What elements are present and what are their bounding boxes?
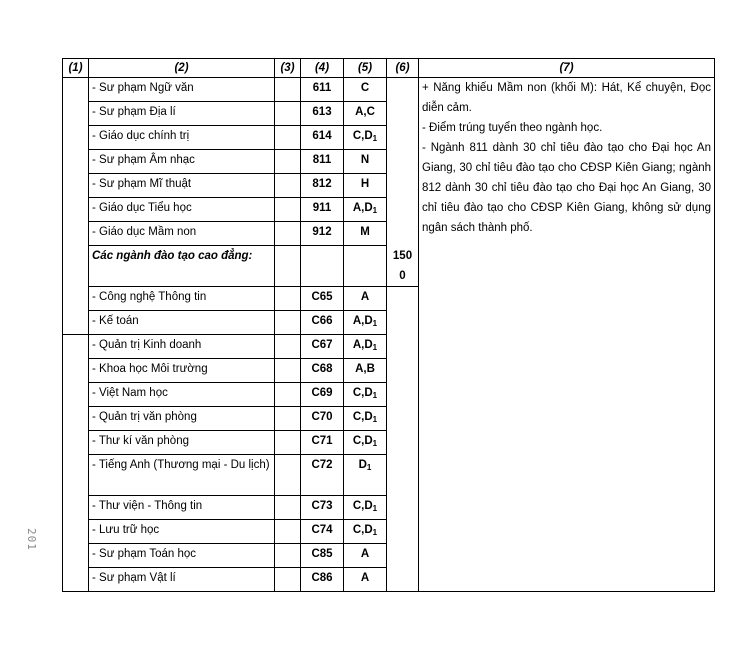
major-name-cell: - Sư phạm Địa lí (89, 102, 275, 126)
admission-blocks-subscript: 1 (372, 391, 378, 400)
header-col-1: (1) (63, 59, 89, 78)
admission-blocks-cell (344, 383, 387, 407)
major-name-cell: - Thư kí văn phòng (89, 431, 275, 455)
major-code-cell: C68 (301, 359, 344, 383)
note-paragraph: - Điểm trúng tuyển theo ngành học. (422, 122, 603, 134)
major-name-cell: - Sư phạm Ngữ văn (89, 78, 275, 102)
major-code-cell: C71 (301, 431, 344, 455)
empty-cell (275, 455, 301, 496)
header-col-2: (2) (89, 59, 275, 78)
major-name-cell: - Quản trị Kinh doanh (89, 335, 275, 359)
admission-blocks-subscript: 1 (372, 319, 378, 328)
admission-blocks-subscript: 1 (372, 528, 378, 537)
quota-cell (387, 246, 419, 287)
admission-blocks-cell (344, 407, 387, 431)
admission-blocks-cell: A (344, 544, 387, 568)
notes-cell (419, 78, 715, 592)
quota-value-line2: 0 (399, 269, 406, 282)
header-col-6: (6) (387, 59, 419, 78)
empty-cell (275, 287, 301, 311)
empty-cell (275, 78, 301, 102)
admission-blocks-subscript: 1 (372, 504, 378, 513)
major-name-cell: - Khoa học Môi trường (89, 359, 275, 383)
major-code-cell: C66 (301, 311, 344, 335)
empty-cell (275, 174, 301, 198)
header-row (63, 59, 715, 78)
admission-blocks-cell (344, 335, 387, 359)
admission-blocks-cell (344, 198, 387, 222)
page-number: 201 (25, 528, 38, 551)
admission-blocks-cell (344, 126, 387, 150)
admission-blocks-text: A,D (352, 339, 373, 351)
empty-cell (275, 359, 301, 383)
major-code-cell: C65 (301, 287, 344, 311)
empty-cell (275, 407, 301, 431)
empty-cell (344, 246, 387, 287)
admission-blocks-text: A,D (352, 315, 373, 327)
quota-cell-empty (387, 287, 419, 592)
admission-blocks-cell (344, 311, 387, 335)
header-col-5: (5) (344, 59, 387, 78)
major-name-cell: - Giáo dục chính trị (89, 126, 275, 150)
major-name-cell: - Kế toán (89, 311, 275, 335)
major-name-cell: - Sư phạm Toán học (89, 544, 275, 568)
empty-cell (275, 520, 301, 544)
empty-cell (275, 568, 301, 592)
empty-cell (275, 431, 301, 455)
admission-blocks-cell (344, 520, 387, 544)
section-number-cell (63, 78, 89, 335)
admission-blocks-cell: A (344, 287, 387, 311)
admission-blocks-subscript: 1 (372, 206, 378, 215)
empty-cell (275, 335, 301, 359)
header-col-4: (4) (301, 59, 344, 78)
major-code-cell: 613 (301, 102, 344, 126)
admission-blocks-cell: N (344, 150, 387, 174)
empty-cell (275, 544, 301, 568)
admission-blocks-cell: M (344, 222, 387, 246)
empty-cell (275, 246, 301, 287)
empty-cell (275, 383, 301, 407)
empty-cell (275, 311, 301, 335)
section-label: Các ngành đào tạo cao đẳng: (89, 246, 275, 287)
section-number-cell-2 (63, 335, 89, 592)
major-code-cell: 912 (301, 222, 344, 246)
empty-cell (275, 222, 301, 246)
major-code-cell: 811 (301, 150, 344, 174)
empty-cell (275, 198, 301, 222)
admission-blocks-subscript: 1 (372, 343, 378, 352)
admission-blocks-text: C,D (352, 411, 373, 423)
admission-blocks-subscript: 1 (366, 463, 372, 472)
major-code-cell: C67 (301, 335, 344, 359)
empty-cell (275, 150, 301, 174)
admission-blocks-cell: A (344, 568, 387, 592)
admission-blocks-subscript: 1 (372, 134, 378, 143)
major-name-cell: - Thư viện - Thông tin (89, 496, 275, 520)
admission-blocks-cell: A,C (344, 102, 387, 126)
major-name-cell: - Giáo dục Mầm non (89, 222, 275, 246)
major-name-cell: - Công nghệ Thông tin (89, 287, 275, 311)
admission-blocks-text: A,D (352, 202, 373, 214)
quota-value-line1: 150 (392, 249, 413, 262)
admission-blocks-cell: H (344, 174, 387, 198)
admission-blocks-text: C,D (352, 500, 373, 512)
major-name-cell: - Quản trị văn phòng (89, 407, 275, 431)
major-code-cell: 611 (301, 78, 344, 102)
admission-blocks-cell: C (344, 78, 387, 102)
table-row (63, 78, 715, 102)
major-code-cell: 614 (301, 126, 344, 150)
quota-cell-empty (387, 78, 419, 246)
empty-cell (275, 126, 301, 150)
note-paragraph: - Ngành 811 dành 30 chỉ tiêu đào tạo cho Đại học An Giang, 30 chỉ tiêu đào tạo cho CĐSP Kiên Giang; ngành 812 dành 30 chỉ tiêu đào tạo cho Đại học An Giang, 30 chỉ tiêu đào tạo cho CĐSP Kiên Giang, không sử dụng ngân sách thành phố. (422, 142, 711, 234)
admission-blocks-cell (344, 496, 387, 520)
admission-blocks-subscript: 1 (372, 415, 378, 424)
empty-cell (275, 496, 301, 520)
major-name-cell: - Tiếng Anh (Thương mại - Du lịch) (89, 455, 275, 496)
major-code-cell: 812 (301, 174, 344, 198)
major-code-cell: C72 (301, 455, 344, 496)
major-code-cell: 911 (301, 198, 344, 222)
admission-blocks-text: C,D (352, 435, 373, 447)
major-code-cell: C85 (301, 544, 344, 568)
admission-blocks-cell (344, 431, 387, 455)
major-name-cell: - Lưu trữ học (89, 520, 275, 544)
major-name-cell: - Sư phạm Mĩ thuật (89, 174, 275, 198)
note-paragraph: + Năng khiếu Mầm non (khối M): Hát, Kể chuyện, Đọc diễn cảm. (422, 82, 711, 114)
empty-cell (275, 102, 301, 126)
admission-blocks-subscript: 1 (372, 439, 378, 448)
major-code-cell: C69 (301, 383, 344, 407)
major-code-cell: C73 (301, 496, 344, 520)
header-col-3: (3) (275, 59, 301, 78)
admission-blocks-text: C,D (352, 130, 373, 142)
major-name-cell: - Sư phạm Âm nhạc (89, 150, 275, 174)
major-code-cell: C86 (301, 568, 344, 592)
empty-cell (301, 246, 344, 287)
major-code-cell: C70 (301, 407, 344, 431)
major-name-cell: - Việt Nam học (89, 383, 275, 407)
major-name-cell: - Sư phạm Vật lí (89, 568, 275, 592)
admission-blocks-text: C,D (352, 387, 373, 399)
major-code-cell: C74 (301, 520, 344, 544)
admission-blocks-cell: A,B (344, 359, 387, 383)
admission-blocks-cell (344, 455, 387, 496)
major-name-cell: - Giáo dục Tiểu học (89, 198, 275, 222)
admissions-table (62, 58, 715, 592)
admission-blocks-text: C,D (352, 524, 373, 536)
header-col-7: (7) (419, 59, 715, 78)
admission-blocks-text: D (358, 459, 367, 471)
